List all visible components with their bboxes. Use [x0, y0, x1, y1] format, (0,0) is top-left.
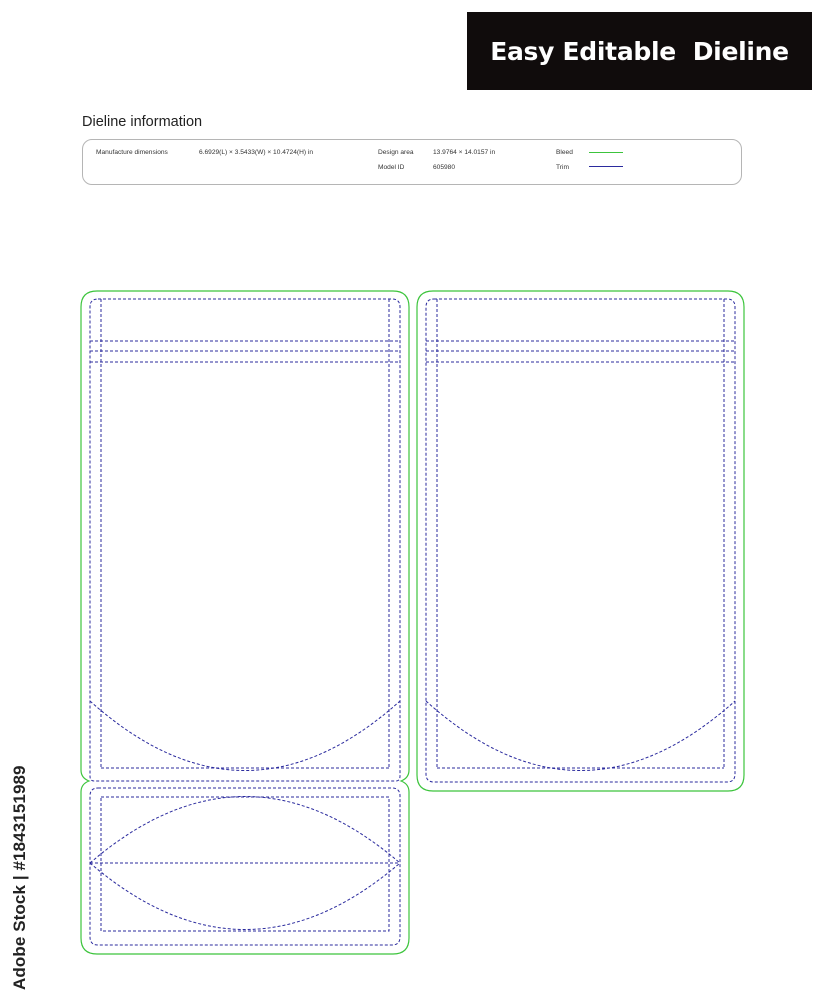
trim-dashed-lines: [90, 299, 735, 945]
stock-credit: Adobe Stock | #1843151989: [10, 765, 29, 990]
left-panel-gusset-curve: [90, 701, 400, 771]
gusset-upper-curve: [90, 797, 400, 864]
trim-legend-label: Trim: [556, 164, 569, 171]
model-id-label: Model ID: [378, 164, 405, 171]
right-panel-gusset-curve: [426, 701, 735, 771]
design-area-value: 13.9764 × 14.0157 in: [433, 149, 496, 156]
right-panel-bleed-outline: [417, 291, 744, 791]
right-panel-outer-trim: [426, 299, 735, 782]
model-id-value: 605980: [433, 164, 456, 171]
bleed-legend-label: Bleed: [556, 149, 573, 156]
gusset-outer-trim: [90, 788, 400, 945]
left-panel-outer-trim: [90, 299, 400, 781]
manufacture-dimensions-value: 6.6929(L) × 3.5433(W) × 10.4724(H) in: [199, 149, 313, 156]
manufacture-dimensions-label: Manufacture dimensions: [96, 149, 168, 156]
gusset-lower-curve: [90, 863, 400, 930]
design-area-label: Design area: [378, 149, 414, 156]
banner-title: Easy Editable Dieline: [490, 36, 789, 66]
left-panel-bleed-outline: [81, 291, 409, 954]
gusset-inner-seal: [101, 797, 389, 931]
bleed-outlines: [81, 291, 744, 954]
dieline-info-heading: Dieline information: [82, 114, 203, 130]
